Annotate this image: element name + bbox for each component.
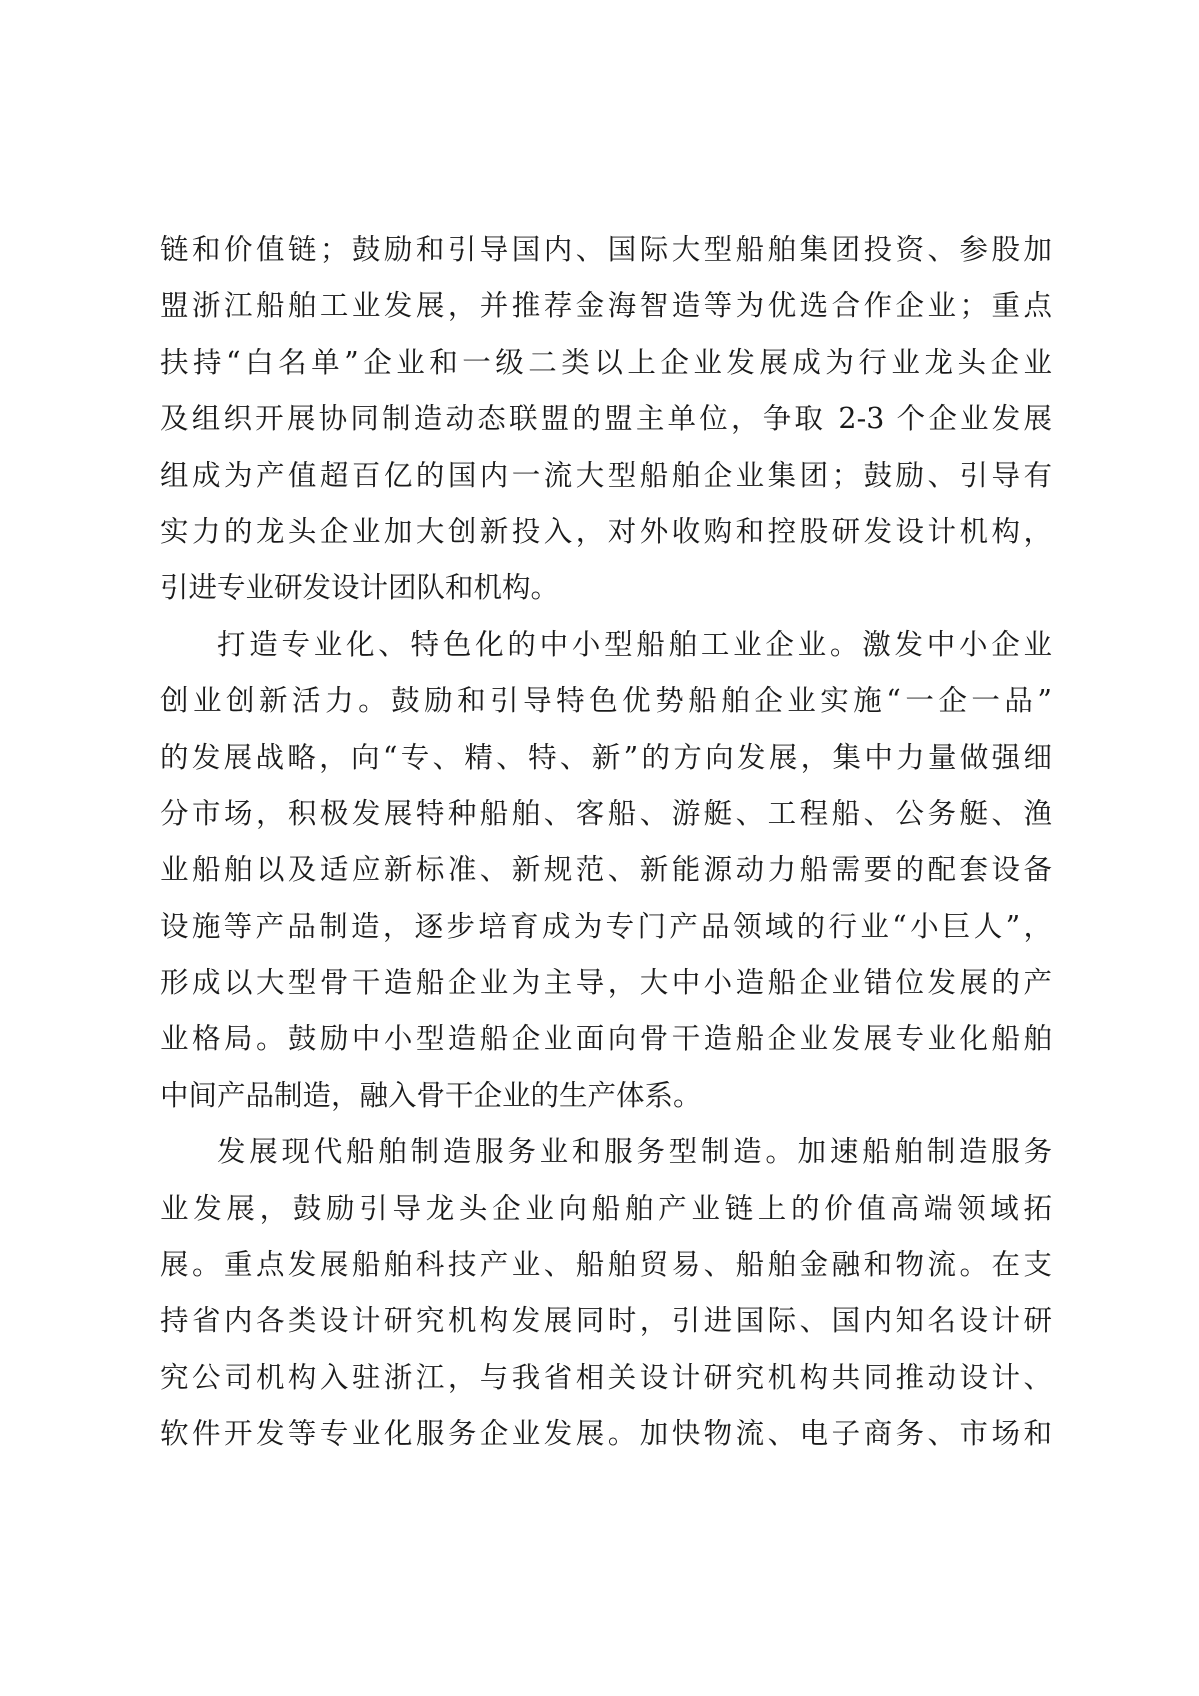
- text-line: 的发展战略，向“专、精、特、新”的方向发展，集中力量做强细: [160, 740, 1052, 774]
- text-line: 引进专业研发设计团队和机构。: [160, 571, 560, 605]
- text-line: 究公司机构入驻浙江，与我省相关设计研究机构共同推动设计、: [160, 1360, 1052, 1394]
- text-line: 设施等产品制造，逐步培育成为专门产品领域的行业“小巨人”，: [160, 909, 1052, 943]
- paragraph-1: [160, 222, 1052, 617]
- text-line: 业发展，鼓励引导龙头企业向船舶产业链上的价值高端领域拓: [160, 1191, 1052, 1225]
- text-line: 组成为产值超百亿的国内一流大型船舶企业集团；鼓励、引导有: [160, 458, 1052, 492]
- text-line: 业格局。鼓励中小型造船企业面向骨干造船企业发展专业化船舶: [160, 1022, 1052, 1056]
- text-line: 展。重点发展船舶科技产业、船舶贸易、船舶金融和物流。在支: [160, 1248, 1052, 1282]
- text-line: 及组织开展协同制造动态联盟的盟主单位，争取 2-3 个企业发展: [160, 402, 1052, 436]
- paragraph-2: [160, 617, 1052, 1125]
- text-line: 创业创新活力。鼓励和引导特色优势船舶企业实施“一企一品”: [160, 684, 1052, 718]
- text-line: 分市场，积极发展特种船舶、客船、游艇、工程船、公务艇、渔: [160, 796, 1052, 830]
- paragraph-3: [160, 1124, 1052, 1462]
- text-line: 形成以大型骨干造船企业为主导，大中小造船企业错位发展的产: [160, 966, 1052, 1000]
- text-line: 中间产品制造，融入骨干企业的生产体系。: [160, 1078, 702, 1112]
- text-line: 链和价值链；鼓励和引导国内、国际大型船舶集团投资、参股加: [160, 233, 1052, 266]
- text-line: 发展现代船舶制造服务业和服务型制造。加速船舶制造服务: [217, 1135, 1052, 1169]
- text-line: 实力的龙头企业加大创新投入，对外收购和控股研发设计机构，: [160, 514, 1052, 548]
- text-line: 打造专业化、特色化的中小型船舶工业企业。激发中小企业: [217, 627, 1052, 661]
- text-line: 盟浙江船舶工业发展，并推荐金海智造等为优选合作企业；重点: [160, 289, 1052, 323]
- text-line: 持省内各类设计研究机构发展同时，引进国际、国内知名设计研: [160, 1304, 1052, 1338]
- text-line: 业船舶以及适应新标准、新规范、新能源动力船需要的配套设备: [160, 853, 1052, 887]
- body-text: [160, 222, 1052, 1463]
- text-line: 软件开发等专业化服务企业发展。加快物流、电子商务、市场和: [160, 1417, 1052, 1451]
- text-line: 扶持“白名单”企业和一级二类以上企业发展成为行业龙头企业: [160, 345, 1052, 379]
